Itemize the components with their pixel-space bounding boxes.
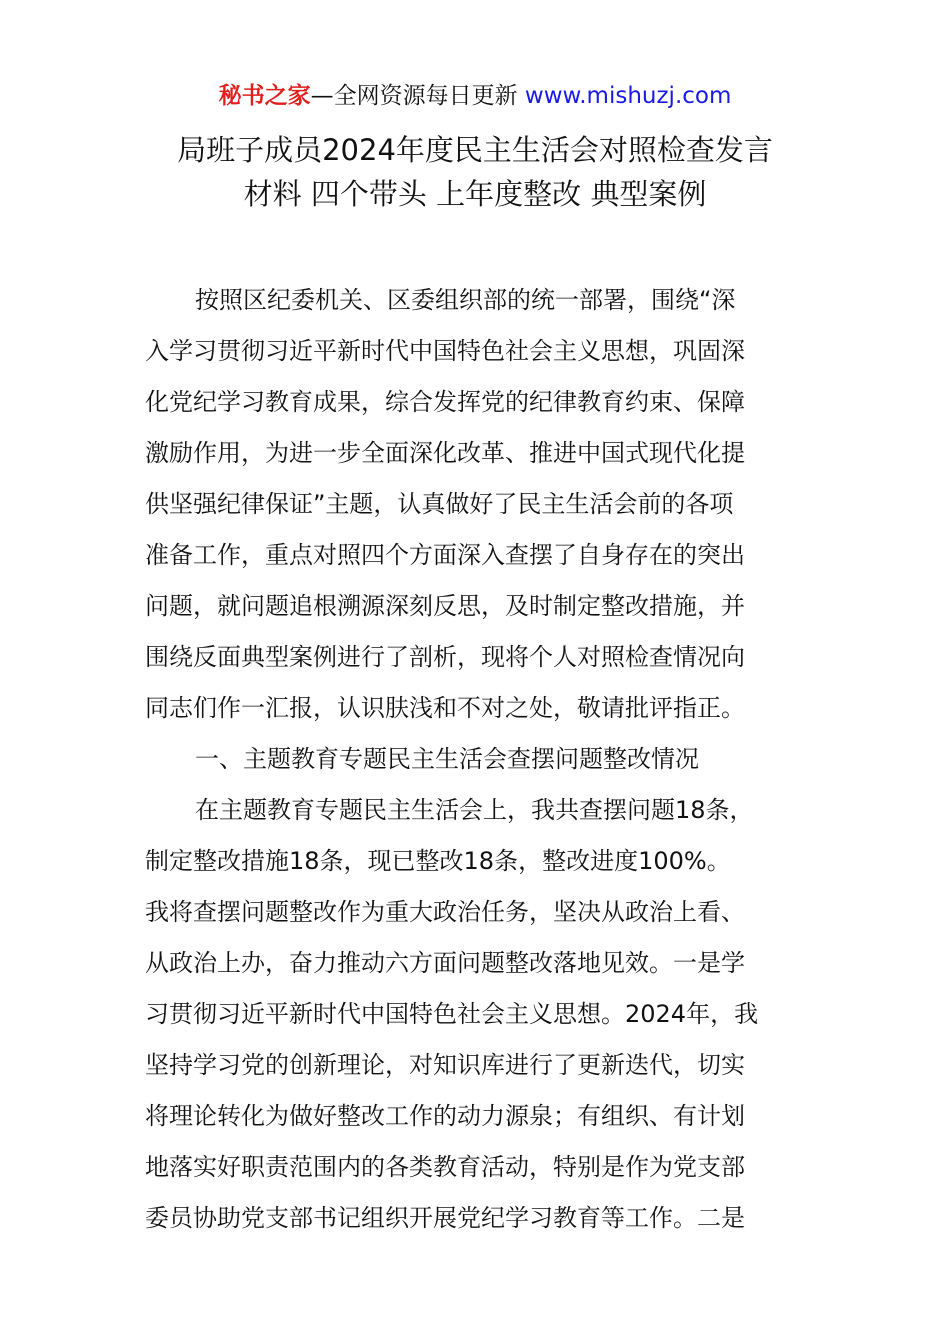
title-line-1: 局班子成员2024年度民主生活会对照检查发言 [177, 133, 773, 167]
body-line: 供坚强纪律保证”主题，认真做好了民主生活会前的各项 [145, 490, 734, 518]
body-line: 从政治上办，奋力推动六方面问题整改落地见效。一是学 [145, 949, 745, 977]
body-line: 坚持学习党的创新理论，对知识库进行了更新迭代，切实 [145, 1051, 745, 1079]
body-line: 入学习贯彻习近平新时代中国特色社会主义思想，巩固深 [145, 337, 745, 365]
header-tagline: —全网资源每日更新 [310, 83, 518, 109]
body-line: 我将查摆问题整改作为重大政治任务，坚决从政治上看、 [145, 898, 745, 926]
document-body [145, 275, 809, 1244]
body-line: 制定整改措施18条，现已整改18条，整改进度100%。 [145, 847, 731, 875]
body-line: 习贯彻习近平新时代中国特色社会主义思想。2024年，我 [145, 1000, 759, 1028]
body-line: 同志们作一汇报，认识肤浅和不对之处，敬请批评指正。 [145, 694, 745, 722]
body-line: 准备工作，重点对照四个方面深入查摆了自身存在的突出 [145, 541, 745, 569]
body-line: 将理论转化为做好整改工作的动力源泉；有组织、有计划 [145, 1102, 745, 1130]
document-title [100, 128, 850, 216]
body-line: 地落实好职责范围内的各类教育活动，特别是作为党支部 [145, 1153, 745, 1181]
body-line: 在主题教育专题民主生活会上，我共查摆问题18条， [195, 796, 754, 824]
body-line: 问题，就问题追根溯源深刻反思，及时制定整改措施，并 [145, 592, 745, 620]
title-line-2: 材料 四个带头 上年度整改 典型案例 [243, 177, 707, 211]
site-url-link[interactable]: www.mishuzj.com [524, 83, 732, 109]
body-line: 围绕反面典型案例进行了剖析，现将个人对照检查情况向 [145, 643, 745, 671]
brand-name: 秘书之家 [218, 83, 311, 109]
section-heading: 一、主题教育专题民主生活会查摆问题整改情况 [195, 745, 699, 773]
body-line: 按照区纪委机关、区委组织部的统一部署，围绕“深 [195, 286, 736, 314]
body-line: 委员协助党支部书记组织开展党纪学习教育等工作。二是 [145, 1204, 745, 1232]
body-line: 激励作用，为进一步全面深化改革、推进中国式现代化提 [145, 439, 745, 467]
site-header [0, 80, 950, 112]
body-line: 化党纪学习教育成果，综合发挥党的纪律教育约束、保障 [145, 388, 745, 416]
